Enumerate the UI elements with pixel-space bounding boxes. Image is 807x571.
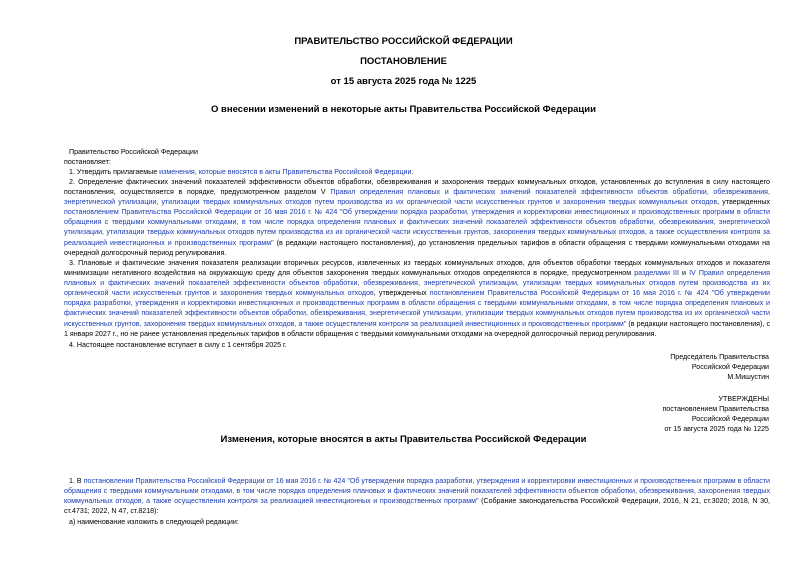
changes-title: Изменения, которые вносятся в акты Правительства Российской Федерации	[220, 434, 587, 445]
c1-text2: (Собрание законодательства Российской Федерации, 2016, N 21, ст.3020; 2018, N 30, ст.4731; 2022, N 47, ст.8218):	[64, 497, 770, 516]
p3-link-rules[interactable]: Правил определения плановых и фактических значений показателей эффективности объектов обработки, обезвреживания, энергетической утилизации, утилизации твердых коммунальных отходов путем производства из их органической части искусственных грунтов и захоронения твердых коммунальных отходов	[64, 269, 770, 298]
signature-position: Председатель Правительства	[670, 353, 769, 361]
p1-text: 1. Утвердить прилагаемые	[69, 168, 160, 176]
p2-text1: 2. Определение фактических значений показателей эффективности объектов обработки, обезвреживания и захоронения твердых коммунальных отходов, установленных до вступления в силу настоящего постановления, осуществляется в порядке, предусмотренном разделом V	[64, 178, 770, 197]
intro-line2: постановляет:	[64, 158, 111, 167]
p3-text1: 3. Плановые и фактические значения показателя реализации вторичных ресурсов, извлеченных из твердых коммунальных отходов, для объектов обработки твердых коммунальных отходов и показателя минимизации негативного воздействия на окружающую среду для объектов захоронения твердых коммунальных отходов определяются в порядке, предусмотренном	[64, 259, 770, 278]
p3-text2: и	[678, 269, 690, 278]
approval-line1: УТВЕРЖДЕНЫ	[718, 395, 769, 403]
change-item-1a: а) наименование изложить в следующей редакции:	[69, 518, 239, 526]
approval-line4: от 15 августа 2025 года № 1225	[664, 425, 769, 434]
p3-link-section4[interactable]: IV	[689, 269, 696, 278]
intro	[64, 147, 770, 167]
p1-end: .	[411, 168, 414, 176]
signature-block	[670, 352, 769, 382]
paragraph-2	[64, 177, 770, 258]
approval-line2: постановлением Правительства	[662, 405, 769, 414]
c1-link-resolution[interactable]: постановлении Правительства Российской Федерации от 16 мая 2016 г. № 424 "Об утверждении порядка разработки, утверждения и корректировки инвестиционных и производственных программ в области обращения с твердыми коммунальными отходами, в том числе порядка определения плановых и фактических значений показателей эффективности объектов обработки, обезвреживания, захоронения твердых коммунальных отходов, а также осуществления контроля за реализацией инвестиционных и производственных программ"	[64, 477, 770, 506]
p1-link[interactable]: изменения, которые вносятся в акты Правительства Российской Федерации	[159, 168, 412, 176]
p2-link-rules[interactable]: Правил определения плановых и фактических значений показателей эффективности объектов обработки, обезвреживания, энергетической утилизации, утилизации твердых коммунальных отходов путем производства из их органической части искусственных грунтов и захоронения твердых коммунальных отходов	[64, 188, 770, 207]
signature-country: Российской Федерации	[691, 363, 769, 372]
p3-text5: (в редакции настоящего постановления), с 1 января 2027 г., но не ранее установления предельных тарифов в области обращения с твердыми коммунальными отходами на очередной долгосрочный период регулирования.	[64, 319, 770, 338]
p3-link-resolution[interactable]: постановлением Правительства Российской Федерации от 16 мая 2016 г. № 424 "Об утверждении порядка разработки, утверждения и корректировки инвестиционных и производственных программ в области обращения с твердыми коммунальными отходами, в том числе порядка определения плановых и фактических значений показателей эффективности объектов обработки, обезвреживания, энергетической утилизации, утилизации твердых коммунальных отходов путем производства из их органической части искусственных грунтов, захоронения твердых коммунальных отходов, а также осуществления контроля за реализацией инвестиционных и производственных программ"	[64, 289, 770, 328]
document-title: О внесении изменений в некоторые акты Правительства Российской Федерации	[211, 104, 596, 115]
paragraph-3	[64, 258, 770, 339]
paragraph-4: 4. Настоящее постановление вступает в силу с 1 сентября 2025 г.	[69, 341, 287, 349]
org-heading: ПРАВИТЕЛЬСТВО РОССИЙСКОЙ ФЕДЕРАЦИИ	[294, 36, 513, 47]
p2-link-resolution[interactable]: постановлением Правительства Российской Федерации от 16 мая 2016 г. № 424 "Об утверждении порядка разработки, утверждения и корректировки инвестиционных и производственных программ в области обращения с твердыми коммунальными отходами, в том числе порядка определения плановых и фактических значений показателей эффективности объектов обработки, обезвреживания, энергетической утилизации, утилизации твердых коммунальных отходов путем производства из их органической части искусственных грунтов, захоронения твердых коммунальных отходов, а также осуществления контроля за реализацией инвестиционных и производственных программ"	[64, 208, 770, 247]
c1-text1: 1. В	[69, 477, 84, 485]
signature-name: М.Мишустин	[727, 373, 769, 382]
change-item-1	[64, 476, 770, 516]
approval-line3: Российской Федерации	[691, 415, 769, 424]
p2-text3: (в редакции настоящего постановления), до установления предельных тарифов в области обращения с твердыми коммунальными отходами на очередной долгосрочный период регулирования.	[64, 238, 770, 257]
approval-block	[662, 394, 769, 434]
paragraph-1	[64, 167, 770, 177]
p3-link-section3[interactable]: разделами III	[634, 269, 679, 278]
intro-line1: Правительство Российской Федерации	[69, 148, 198, 156]
date-number-heading: от 15 августа 2025 года № 1225	[330, 76, 477, 87]
p2-text2: , утвержденных	[717, 198, 770, 207]
doc-type-heading: ПОСТАНОВЛЕНИЕ	[360, 56, 447, 67]
p3-text4: , утвержденных	[373, 289, 430, 298]
